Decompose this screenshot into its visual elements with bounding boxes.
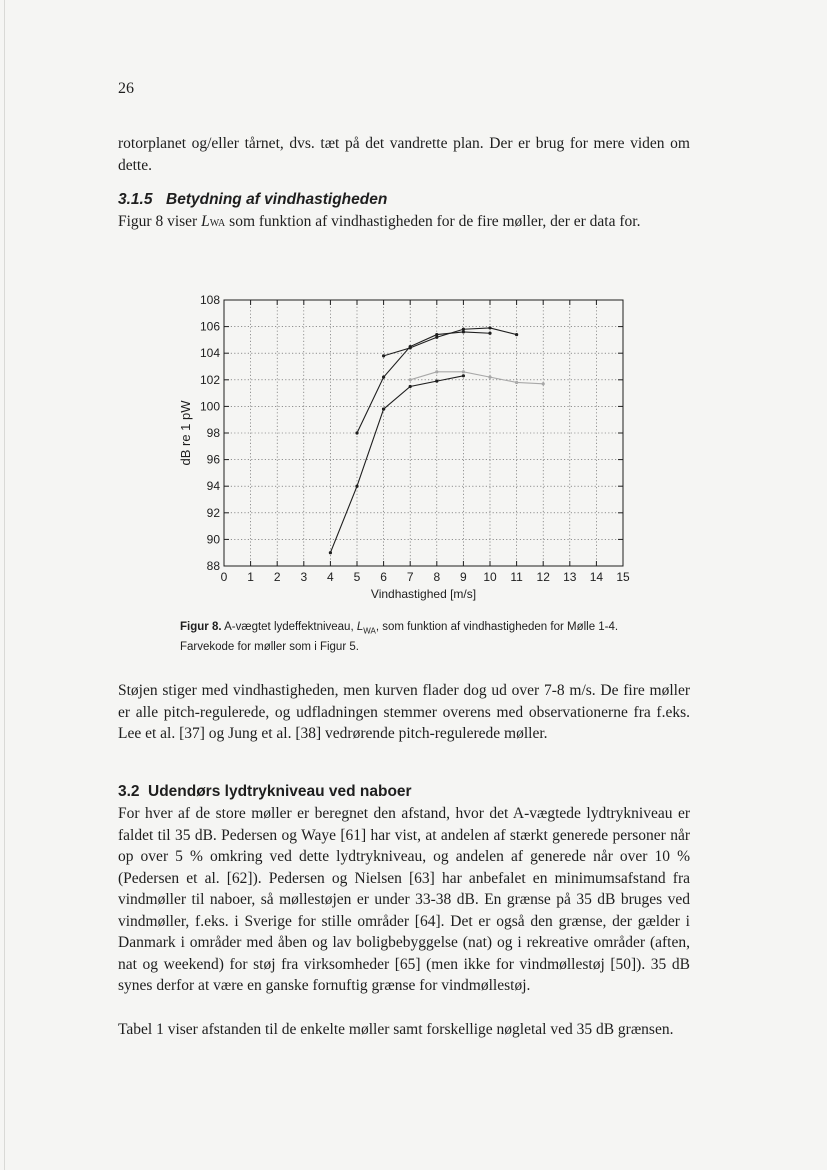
data-point xyxy=(409,385,412,388)
data-point xyxy=(462,328,465,331)
x-tick-label: 3 xyxy=(300,570,308,584)
data-point xyxy=(488,332,491,335)
caption-symbol: L xyxy=(356,621,364,633)
x-tick-label: 2 xyxy=(273,570,281,584)
y-tick-label: 92 xyxy=(206,505,220,520)
paragraph-intro: rotorplanet og/eller tårnet, dvs. tæt på det vandrette plan. Der er brug for mere viden om dette. xyxy=(118,135,690,174)
y-tick-label: 106 xyxy=(199,319,220,334)
paragraph-text: som funktion af vindhastigheden for de fire møller, der er data for. xyxy=(225,213,641,230)
figure-caption xyxy=(180,619,660,655)
paragraph-text: Figur 8 viser xyxy=(118,213,202,230)
y-tick-label: 94 xyxy=(206,479,220,494)
symbol-subscript: WA xyxy=(209,218,226,229)
x-tick-label: 15 xyxy=(616,570,630,584)
section-number: 3.1.5 xyxy=(118,191,153,208)
y-axis-label: dB re 1 pW xyxy=(178,400,193,466)
caption-subscript: WA xyxy=(363,626,376,636)
figure-8-chart xyxy=(160,285,660,615)
series-line-4 xyxy=(384,328,517,356)
plot-frame xyxy=(224,300,623,566)
data-point xyxy=(435,336,438,339)
page-number: 26 xyxy=(118,80,134,97)
section-heading-3-1-5 xyxy=(118,191,387,209)
data-point xyxy=(382,376,385,379)
data-point xyxy=(355,431,358,434)
y-tick-label: 96 xyxy=(206,452,220,467)
data-point xyxy=(355,485,358,488)
y-tick-label: 98 xyxy=(206,426,220,440)
y-tick-label: 108 xyxy=(199,293,220,307)
x-tick-label: 11 xyxy=(510,570,523,584)
series-line-2 xyxy=(384,376,464,409)
paragraph-noise: Støjen stiger med vindhastigheden, men kurven flader dog ud over 7-8 m/s. De fire møller er alle pitch-regulerede, og udfladningen stemmer overens med observationerne fra f.eks. Lee et al. [37] og Jung et al. [38] vedrørende pitch-regulerede møller. xyxy=(118,682,690,742)
data-point xyxy=(488,376,491,379)
data-point xyxy=(409,378,412,381)
data-point xyxy=(488,326,491,329)
data-point xyxy=(329,551,332,554)
x-axis-label: Vindhastighed [m/s] xyxy=(370,587,477,601)
x-tick-label: 6 xyxy=(380,570,387,584)
x-tick-label: 4 xyxy=(327,570,334,584)
x-tick-label: 7 xyxy=(406,570,414,584)
page-edge xyxy=(4,0,5,1170)
caption-text: , som funktion af vindhastigheden for Mølle 1-4. Farvekode for møller som i Figur 5. xyxy=(180,621,619,654)
grid-layer xyxy=(224,300,623,566)
data-point xyxy=(542,382,545,385)
data-point xyxy=(462,374,465,377)
tick-layer xyxy=(200,293,630,584)
data-point xyxy=(409,346,412,349)
caption-text: A-vægtet lydeffektniveau, xyxy=(221,621,357,633)
x-tick-label: 13 xyxy=(563,570,577,584)
y-tick-label: 104 xyxy=(199,346,220,361)
x-tick-label: 0 xyxy=(220,570,228,584)
y-tick-label: 90 xyxy=(206,532,220,547)
section-title: Udendørs lydtrykniveau ved naboer xyxy=(148,783,412,800)
y-tick-label: 88 xyxy=(206,559,220,573)
y-tick-label: 100 xyxy=(199,399,220,414)
series-line-3 xyxy=(357,332,490,433)
x-tick-label: 10 xyxy=(483,570,497,584)
x-tick-label: 12 xyxy=(536,570,550,584)
x-tick-label: 1 xyxy=(247,570,254,584)
x-tick-label: 14 xyxy=(589,570,604,584)
symbol-l: L xyxy=(201,213,210,230)
section-number: 3.2 xyxy=(118,783,140,800)
data-point xyxy=(435,380,438,383)
y-tick-label: 102 xyxy=(199,372,220,387)
data-point xyxy=(515,381,518,384)
paragraph-table-intro: Tabel 1 viser afstanden til de enkelte møller samt forskellige nøgletal ved 35 dB grænsen. xyxy=(118,1021,674,1038)
paragraph-neighbors: For hver af de store møller er beregnet den afstand, hvor det A-vægtede lydtrykniveau er faldet til 35 dB. Pedersen og Waye [61] har vist, at andelen af stærkt generede personer når op over 5 % omkring ved dette lydtrykniveau, og andelen af generede når over 10 % (Pedersen et al. [62]). Pedersen og Nielsen [63] har anbefalet en minimumsafstand fra vindmøller til naboer, så møllestøjen er under 33-38 dB. En grænse på 35 dB bruges ved vindmøller, f.eks. i Sverige for stille områder [64]. Det er også den grænse, der gælder i Danmark i områder med åben og lav boligbebyggelse (nat) og i rekreative områder (aften, nat og weekend) for støj fra virksomheder [65] (men ikke for vindmøllestøj [50]). 35 dB synes derfor at være en ganske fornuftig grænse for vindmøllestøj. xyxy=(118,805,690,994)
section-heading-3-2 xyxy=(118,783,412,801)
data-point xyxy=(382,354,385,357)
data-point xyxy=(435,370,438,373)
x-tick-label: 9 xyxy=(460,570,467,584)
data-point xyxy=(462,370,465,373)
section-title: Betydning af vindhastigheden xyxy=(166,191,388,208)
paragraph-figure-intro xyxy=(118,211,690,235)
data-point xyxy=(382,407,385,410)
x-tick-label: 5 xyxy=(353,570,361,584)
data-point xyxy=(515,333,518,336)
x-tick-label: 8 xyxy=(433,570,441,584)
caption-label: Figur 8. xyxy=(180,621,222,633)
